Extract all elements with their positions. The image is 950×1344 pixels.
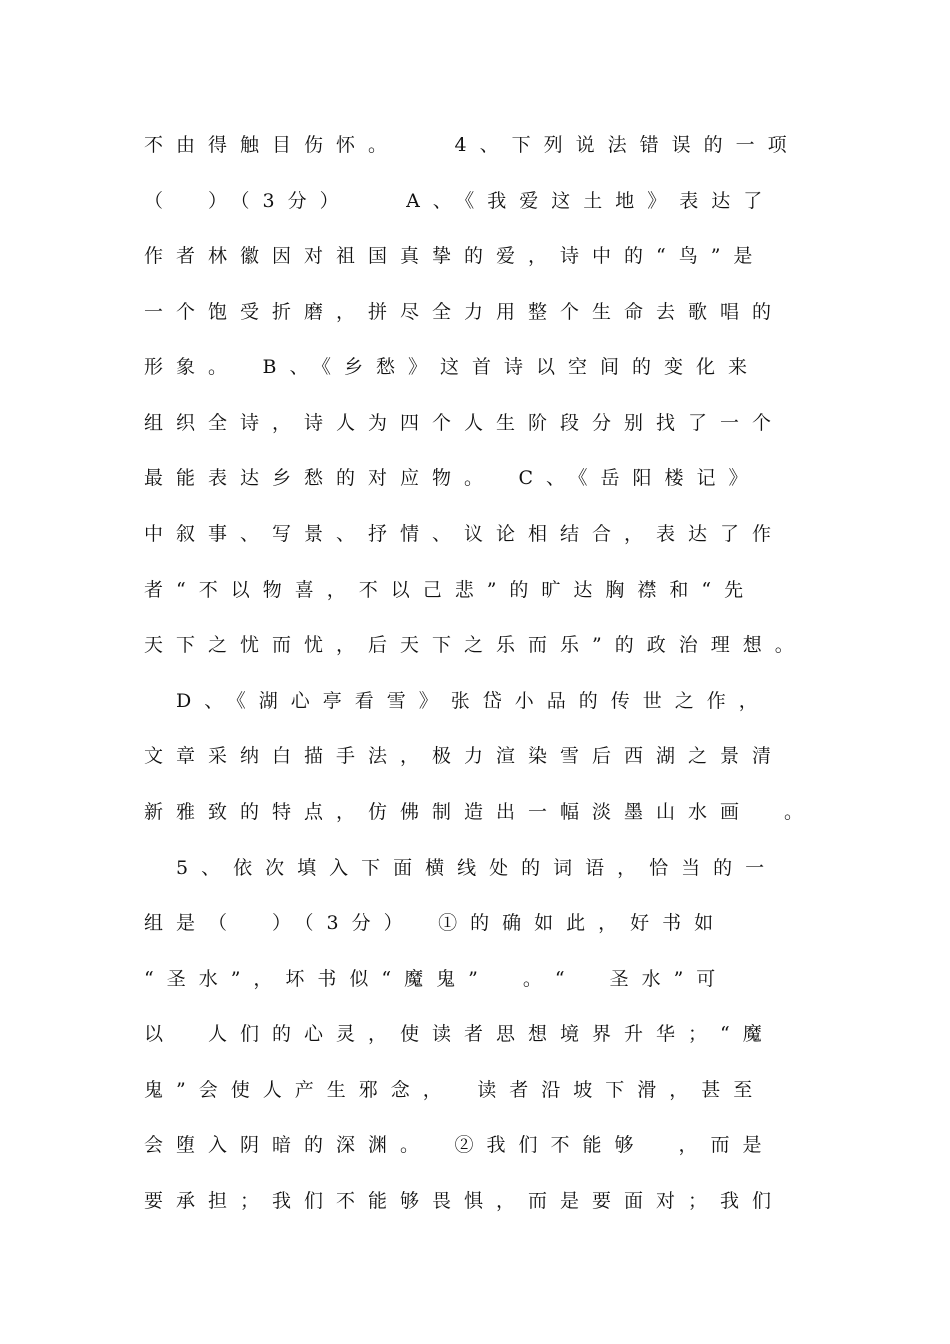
text-line: 鬼”会使人产生邪念， 读者沿坡下滑，甚至: [144, 1079, 766, 1101]
text-line: （ ）（3分） A、《我爱这土地》表达了: [144, 190, 776, 212]
text-line: 中叙事、写景、抒情、议论相结合，表达了作: [144, 523, 785, 545]
text-line: 天下之忧而忧，后天下之乐而乐”的政治理想。: [144, 634, 807, 656]
text-line: 形象。 B、《乡愁》这首诗以空间的变化来: [144, 356, 760, 378]
text-line: 一个饱受折磨，拼尽全力用整个生命去歌唱的: [144, 301, 785, 323]
text-line: 者“不以物喜，不以己悲”的旷达胸襟和“先: [144, 579, 757, 601]
text-line: 要承担；我们不能够畏惧，而是要面对；我们: [144, 1190, 785, 1212]
text-line: 新雅致的特点，仿佛制造出一幅淡墨山水画 。: [144, 801, 817, 823]
text-line: 作者林徽因对祖国真挚的爱，诗中的“鸟”是: [144, 245, 766, 267]
text-line: 以 人们的心灵，使读者思想境界升华；“魔: [144, 1023, 775, 1045]
text-line: 最能表达乡愁的对应物。 C、《岳阳楼记》: [144, 467, 761, 489]
text-line: 不由得触目伤怀。 4、下列说法错误的一项: [144, 134, 800, 156]
text-line: 文章采纳白描手法，极力渲染雪后西湖之景清: [144, 745, 785, 767]
text-line: 组是（ ）（3分） ①的确如此，好书如: [144, 912, 727, 934]
text-line: 组织全诗，诗人为四个人生阶段分别找了一个: [144, 412, 785, 434]
text-line: D、《湖心亭看雪》张岱小品的传世之作，: [144, 690, 771, 712]
text-line: “圣水”，坏书似“魔鬼” 。“ 圣水”可: [144, 968, 729, 990]
text-line: 会堕入阴暗的深渊。 ②我们不能够 ，而是: [144, 1134, 775, 1156]
text-line: 5、依次填入下面横线处的词语，恰当的一: [144, 857, 778, 879]
